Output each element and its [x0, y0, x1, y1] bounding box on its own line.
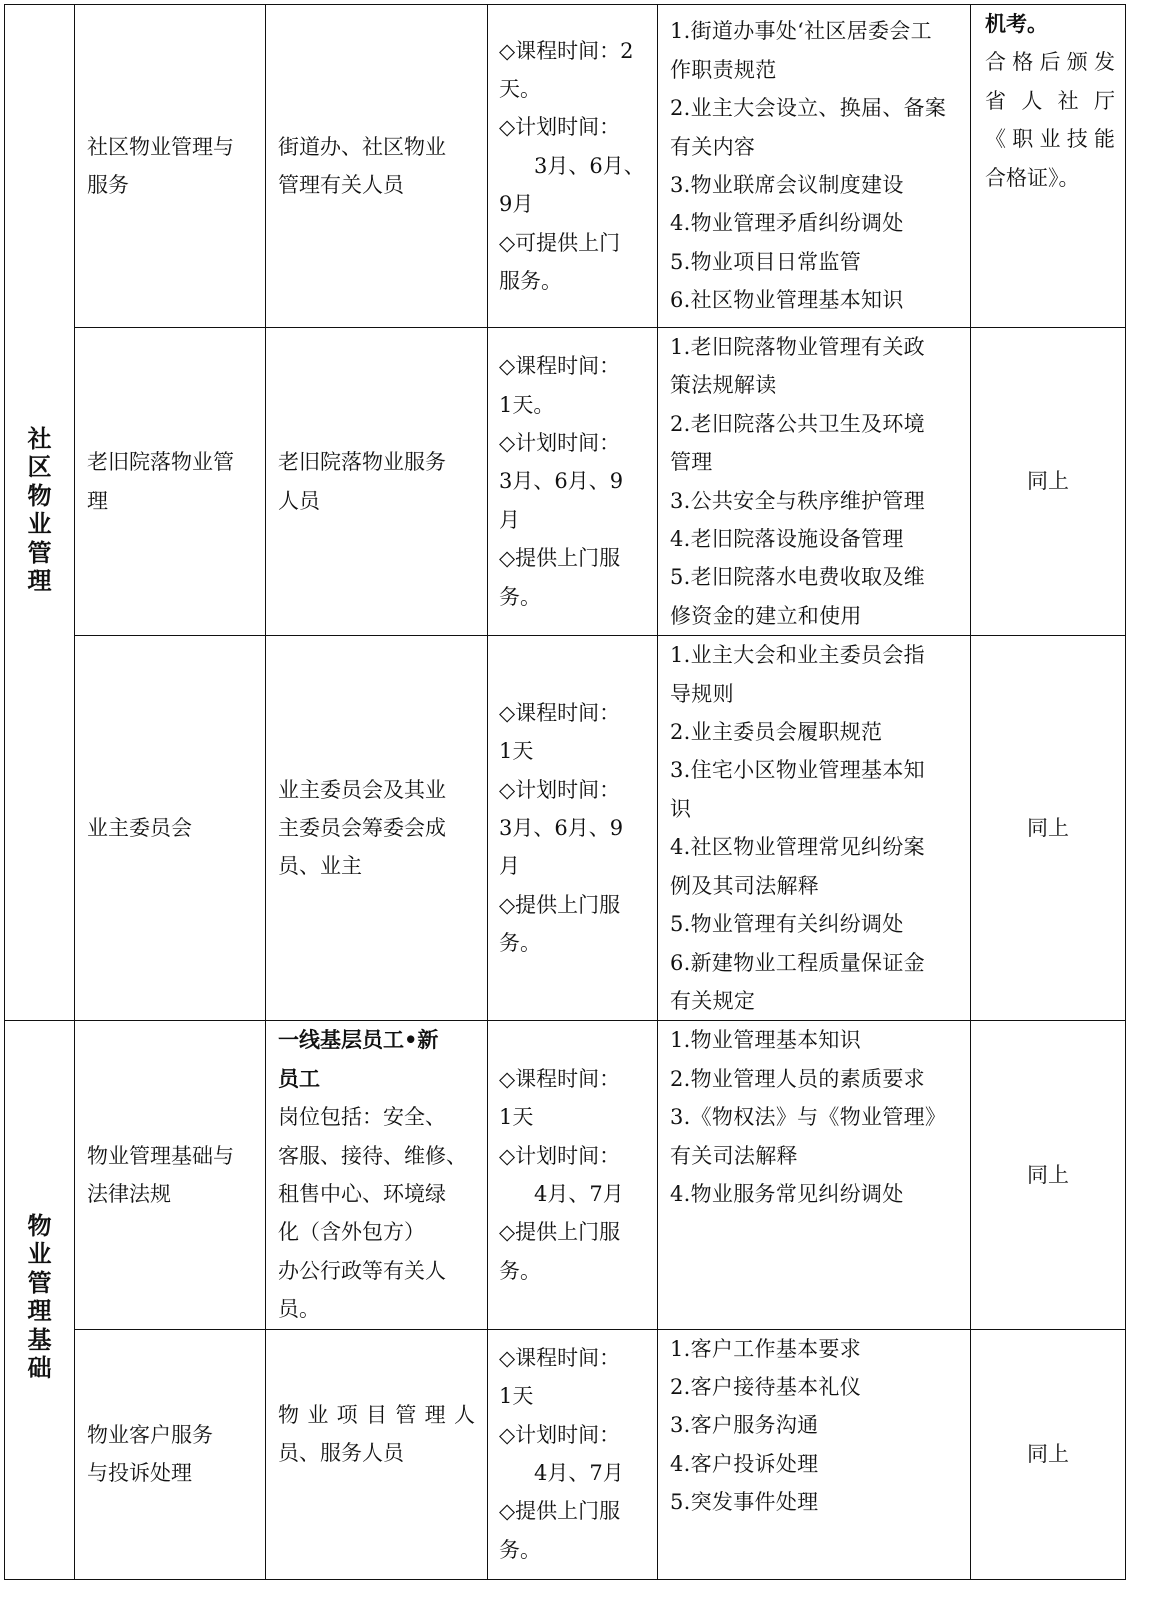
- audience-cell: [266, 5, 488, 328]
- content-cell: [658, 1329, 971, 1579]
- audience-line: 人员: [278, 488, 320, 513]
- certificate-line: 合格证》。: [985, 165, 1080, 190]
- schedule-line: ◇课程时间：: [499, 700, 621, 725]
- category-label: 社区物业管理: [27, 424, 52, 596]
- schedule-line: ◇计划时间：: [499, 1422, 621, 1447]
- content-line: 3.住宅小区物业管理基本知: [670, 758, 925, 783]
- schedule-line: ◇计划时间：: [499, 431, 621, 456]
- content-line: 有关内容: [670, 134, 756, 159]
- content-line: 4.客户投诉处理: [670, 1451, 819, 1476]
- schedule-line: 1天: [499, 739, 534, 764]
- schedule-line: ◇提供上门服: [499, 1499, 621, 1524]
- table-row: [5, 636, 1126, 1021]
- content-line: 管理: [670, 450, 713, 475]
- schedule-line: 服务。: [499, 269, 562, 294]
- audience-line: 员、业主: [278, 854, 362, 879]
- course-name-cell: [75, 1021, 266, 1329]
- certificate-cell: [971, 5, 1126, 328]
- schedule-line: ◇计划时间：: [499, 777, 621, 802]
- course-name-cell: [75, 5, 266, 328]
- schedule-line: 务。: [499, 1537, 541, 1562]
- audience-line: 客服、接待、维修、: [278, 1143, 467, 1168]
- course-name-cell: [75, 328, 266, 636]
- audience-line: 业主委员会及其业: [278, 777, 446, 802]
- content-line: 2.业主委员会履职规范: [670, 720, 883, 745]
- content-line: 1.街道办事处‘社区居委会工: [670, 19, 932, 44]
- content-line: 2.老旧院落公共卫生及环境: [670, 411, 925, 436]
- certificate-cell: [971, 328, 1126, 636]
- schedule-line: 月: [499, 507, 520, 532]
- schedule-cell: [488, 5, 658, 328]
- content-line: 3.《物权法》与《物业管理》: [670, 1105, 947, 1130]
- certificate-line: 《职业技能: [985, 127, 1115, 152]
- course-name-line: 与投诉处理: [87, 1461, 192, 1486]
- audience-line: 员、服务人员: [278, 1441, 404, 1466]
- content-line: 2.业主大会设立、换届、备案: [670, 96, 947, 121]
- content-line: 有关司法解释: [670, 1143, 798, 1168]
- content-line: 5.老旧院落水电费收取及维: [670, 565, 925, 590]
- content-line: 3.客户服务沟通: [670, 1413, 819, 1438]
- content-line: 1.客户工作基本要求: [670, 1336, 862, 1361]
- certificate-line: 机考。: [985, 11, 1048, 36]
- course-name-line: 理: [87, 488, 108, 513]
- schedule-line: ◇课程时间：2: [499, 38, 634, 63]
- content-line: 3.公共安全与秩序维护管理: [670, 488, 925, 513]
- content-cell: [658, 1021, 971, 1329]
- content-line: 4.社区物业管理常见纠纷案: [670, 835, 925, 860]
- schedule-line: 月: [499, 854, 520, 879]
- schedule-line: ◇课程时间：: [499, 1066, 621, 1091]
- schedule-line: ◇课程时间：: [499, 1345, 621, 1370]
- course-name-line: 社区物业管理与: [87, 134, 234, 159]
- certificate-cell: [971, 1021, 1126, 1329]
- audience-line: 街道办、社区物业: [278, 134, 446, 159]
- audience-line: 员工: [278, 1065, 320, 1091]
- audience-cell: [266, 328, 488, 636]
- content-line: 5.物业项目日常监管: [670, 249, 862, 274]
- content-line: 1.老旧院落物业管理有关政: [670, 335, 925, 359]
- table-row: [5, 1329, 1126, 1579]
- content-line: 2.客户接待基本礼仪: [670, 1374, 862, 1399]
- audience-cell: [266, 1021, 488, 1329]
- content-line: 例及其司法解释: [670, 873, 820, 898]
- audience-line: 物业项目管理人: [278, 1402, 475, 1427]
- schedule-line: 3月、6月、9: [499, 469, 624, 494]
- schedule-line: 务。: [499, 931, 541, 956]
- content-line: 作职责规范: [670, 57, 777, 82]
- content-line: 1.业主大会和业主委员会指: [670, 643, 925, 668]
- course-name-line: 业主委员会: [87, 816, 192, 841]
- category-community-cell: [5, 5, 75, 1021]
- content-line: 5.突发事件处理: [670, 1490, 819, 1515]
- certificate-line: 省人社厅: [985, 88, 1115, 113]
- certificate-cell: [971, 636, 1126, 1021]
- schedule-line: 1天。: [499, 392, 555, 417]
- content-line: 导规则: [670, 681, 734, 706]
- schedule-line: 9月: [499, 192, 534, 217]
- content-line: 6.新建物业工程质量保证金: [670, 950, 925, 975]
- certificate-line: 同上: [1027, 1441, 1069, 1466]
- schedule-line: ◇提供上门服: [499, 1220, 621, 1245]
- audience-line: 主委员会筹委会成: [278, 816, 446, 841]
- course-name-cell: [75, 636, 266, 1021]
- course-name-line: 服务: [87, 173, 129, 197]
- content-cell: [658, 328, 971, 636]
- audience-line: 管理有关人员: [278, 173, 404, 197]
- schedule-cell: [488, 636, 658, 1021]
- audience-line: 员。: [278, 1297, 320, 1322]
- table-row: [5, 1021, 1126, 1329]
- schedule-line: ◇计划时间：: [499, 115, 621, 140]
- category-basics-cell: [5, 1021, 75, 1579]
- schedule-cell: [488, 1329, 658, 1579]
- content-line: 有关规定: [670, 988, 756, 1013]
- content-line: 策法规解读: [670, 373, 777, 398]
- content-cell: [658, 636, 971, 1021]
- certificate-line: 同上: [1027, 469, 1069, 494]
- audience-line: 化（含外包方）: [278, 1220, 425, 1245]
- schedule-line: 3月、6月、9: [499, 816, 624, 841]
- course-name-cell: [75, 1329, 266, 1579]
- content-line: 4.物业管理矛盾纠纷调处: [670, 211, 904, 236]
- audience-line: 老旧院落物业服务: [278, 450, 446, 475]
- schedule-line: ◇可提供上门: [499, 230, 621, 255]
- schedule-cell: [488, 328, 658, 636]
- content-line: 4.物业服务常见纠纷调处: [670, 1181, 904, 1206]
- certificate-line: 同上: [1027, 1162, 1069, 1187]
- category-label: 物业管理基础: [27, 1211, 52, 1383]
- audience-line: 办公行政等有关人: [278, 1258, 446, 1283]
- schedule-line: ◇提供上门服: [499, 546, 621, 571]
- content-line: 识: [670, 796, 692, 821]
- schedule-cell: [488, 1021, 658, 1329]
- table-row: [5, 5, 1126, 328]
- certificate-cell: [971, 1329, 1126, 1579]
- schedule-line: ◇计划时间：: [499, 1143, 621, 1168]
- schedule-line: 务。: [499, 1258, 541, 1283]
- certificate-line: 合格后颁发: [985, 50, 1115, 75]
- audience-line: 一线基层员工•新: [278, 1027, 439, 1053]
- schedule-line: 1天: [499, 1105, 534, 1130]
- content-line: 修资金的建立和使用: [670, 603, 862, 628]
- content-cell: [658, 5, 971, 328]
- audience-cell: [266, 1329, 488, 1579]
- content-line: 5.物业管理有关纠纷调处: [670, 912, 904, 937]
- schedule-line: 4月、7月: [534, 1181, 624, 1206]
- course-name-line: 物业客户服务: [87, 1422, 213, 1447]
- audience-line: 岗位包括：安全、: [278, 1105, 446, 1130]
- content-line: 4.老旧院落设施设备管理: [670, 527, 904, 552]
- course-name-line: 物业管理基础与: [87, 1143, 234, 1168]
- content-line: 1.物业管理基本知识: [670, 1028, 862, 1053]
- schedule-line: ◇课程时间：: [499, 354, 621, 379]
- table-row: [5, 328, 1126, 636]
- audience-line: 租售中心、环境绿: [278, 1181, 446, 1206]
- schedule-line: ◇提供上门服: [499, 892, 621, 917]
- course-name-line: 老旧院落物业管: [87, 450, 234, 475]
- certificate-line: 同上: [1027, 816, 1069, 841]
- schedule-line: 3月、6月、: [534, 153, 645, 178]
- audience-cell: [266, 636, 488, 1021]
- course-name-line: 法律法规: [87, 1181, 171, 1206]
- content-line: 6.社区物业管理基本知识: [670, 288, 904, 313]
- content-line: 2.物业管理人员的素质要求: [670, 1066, 925, 1091]
- schedule-line: 务。: [499, 584, 541, 609]
- content-line: 3.物业联席会议制度建设: [670, 173, 904, 197]
- schedule-line: 4月、7月: [534, 1461, 624, 1486]
- training-course-table: [4, 4, 1126, 1580]
- schedule-line: 1天: [499, 1384, 534, 1409]
- schedule-line: 天。: [499, 76, 541, 101]
